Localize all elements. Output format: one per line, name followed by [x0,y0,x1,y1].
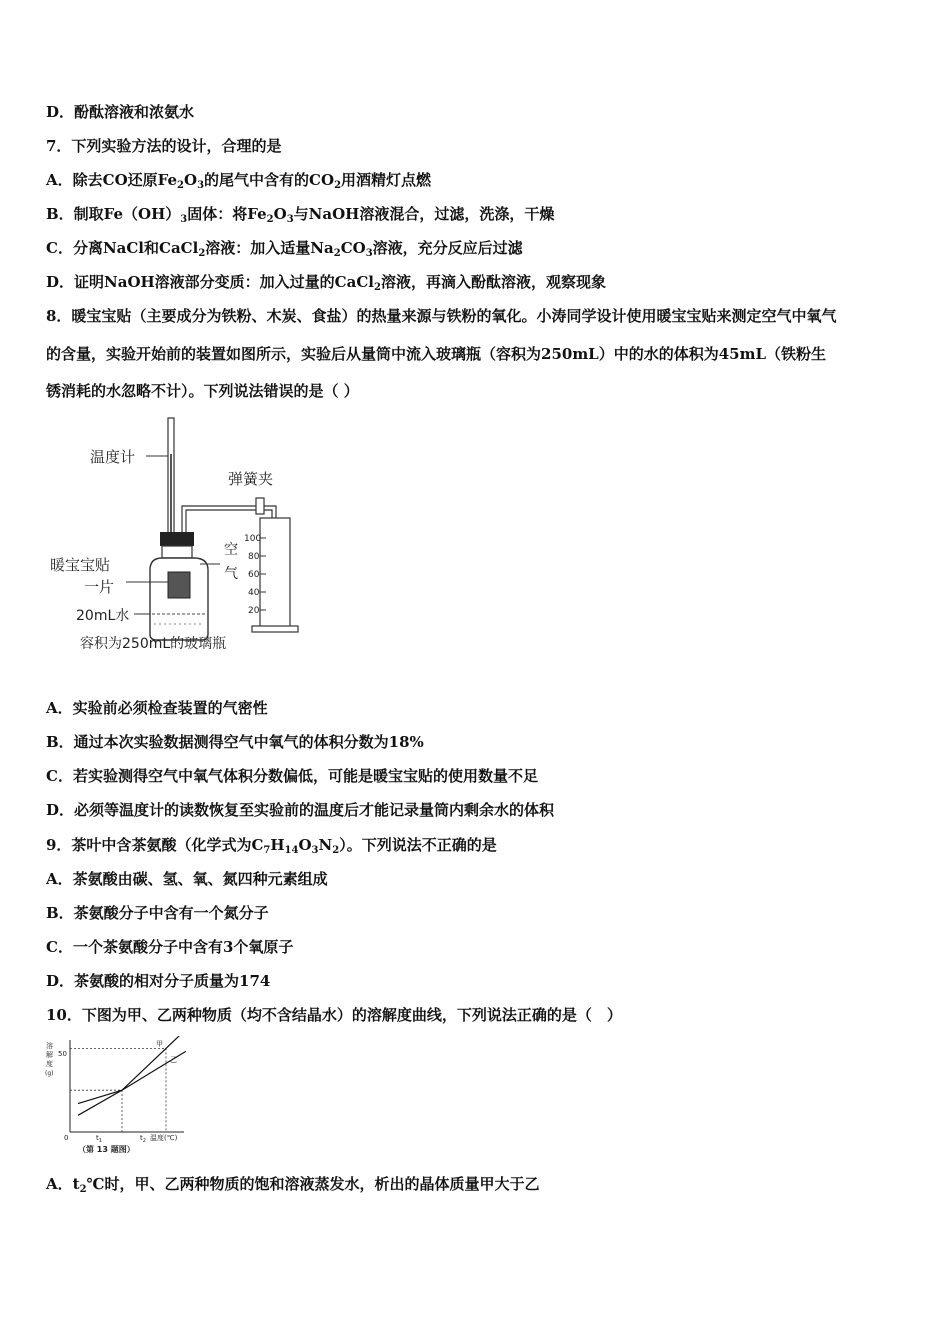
chart-y-tick: 50 [58,1050,67,1058]
q7-option-b: B．制取$Fe(OH)_3$固体：将$Fe_2O_3$与NaOH溶液混合，过滤，洗涤，干燥 [46,205,555,225]
glass-bottle [150,558,208,640]
cylinder-tick-label: 20 [248,606,260,616]
q9-option-a: A．茶氨酸由碳、氢、氧、氮四种元素组成 [46,870,328,888]
stopper [160,532,194,546]
chart-ylabel-3: 度 [46,1060,53,1068]
cylinder-tick-label: 40 [248,588,260,598]
q6-option-d: D．酚酞溶液和浓氨水 [46,103,195,121]
q8-option-a: A．实验前必须检查装置的气密性 [46,699,268,717]
q8-option-b: B．通过本次实验数据测得空气中氧气的体积分数为18% [46,733,424,751]
cylinder-tick-label: 80 [248,552,260,562]
q10-option-a: A．$t_2℃$时，甲、乙两种物质的饱和溶液蒸发水，析出的晶体质量甲大于乙 [46,1175,540,1195]
q8-stem-line1: 8．暖宝宝贴（主要成分为铁粉、木炭、食盐）的热量来源与铁粉的氧化。小涛同学设计使用暖宝宝贴来测定空气中氧气 [46,307,837,325]
q8-option-d: D．必须等温度计的读数恢复至实验前的温度后才能记录量筒内剩余水的体积 [46,801,555,819]
spring-clamp [256,498,264,514]
q7-option-a: A．除去CO还原$Fe_2O_3$的尾气中含有的$CO_2$用酒精灯点燃 [46,171,432,191]
bottle-label: 容积为250mL的玻璃瓶 [80,636,227,652]
cylinder-tick-label: 100 [244,534,262,544]
solubility-chart [44,1036,194,1156]
q8-option-c: C．若实验测得空气中氧气体积分数偏低，可能是暖宝宝贴的使用数量不足 [46,767,538,785]
q9-stem: 9．茶叶中含茶氨酸（化学式为$C_7H_{14}O_3N_2$）。下列说法不正确的是 [46,836,497,856]
air-label-1: 空 [224,542,238,558]
q7-stem: 7．下列实验方法的设计，合理的是 [46,137,282,155]
warmer-label-2: 一片 [84,578,115,596]
chart-origin: 0 [64,1134,69,1142]
chart-series-label-jia: 甲 [156,1040,163,1048]
q9-option-c: C．一个茶氨酸分子中含有3个氧原子 [46,938,294,956]
chart-x-tick-t2: $t_2$ [140,1134,146,1144]
water-label: 20mL水 [76,608,130,624]
cylinder-tick-label: 60 [248,570,260,580]
chart-series-jia-line [78,1036,186,1115]
apparatus-figure [44,414,314,664]
warmer-patch [168,572,190,598]
q10-stem: 10．下图为甲、乙两种物质（均不含结晶水）的溶解度曲线，下列说法正确的是（ ） [46,1006,622,1024]
chart-x-tick-t1: $t_1$ [96,1134,102,1144]
q9-option-b: B．茶氨酸分子中含有一个氮分子 [46,904,269,922]
warmer-label-1: 暖宝宝贴 [50,556,111,574]
q8-stem-line2: 的含量，实验开始前的装置如图所示，实验后从量筒中流入玻璃瓶（容积为250mL）中的水的体积为45mL（铁粉生 [46,345,827,363]
chart-ylabel-1: 溶 [46,1042,53,1050]
chart-ylabel-2: 解 [46,1051,53,1059]
thermometer-label: 温度计 [90,448,136,466]
q8-stem-line3: 锈消耗的水忽略不计）。下列说法错误的是（ ） [46,382,359,400]
clamp-label: 弹簧夹 [228,470,274,488]
measuring-cylinder [260,518,290,628]
q7-option-d: D．证明NaOH溶液部分变质：加入过量的CaCl$_2$溶液，再滴入酚酞溶液，观察现象 [46,273,606,293]
chart-marks [70,1036,186,1132]
cylinder-base [252,626,298,632]
q9-option-d: D．茶氨酸的相对分子质量为174 [46,972,271,990]
q7-option-c: C．分离NaCl和CaCl$_2$溶液：加入适量$Na_2CO_3$溶液，充分反应后过滤 [46,239,523,259]
air-label-2: 气 [224,566,238,582]
bottle-neck [162,546,192,558]
chart-ylabel-4: (g) [45,1070,54,1077]
chart-xlabel: 温度(℃) [150,1134,178,1142]
chart-series-label-yi: 乙 [170,1056,177,1064]
chart-caption: （第 13 题图） [78,1145,135,1154]
